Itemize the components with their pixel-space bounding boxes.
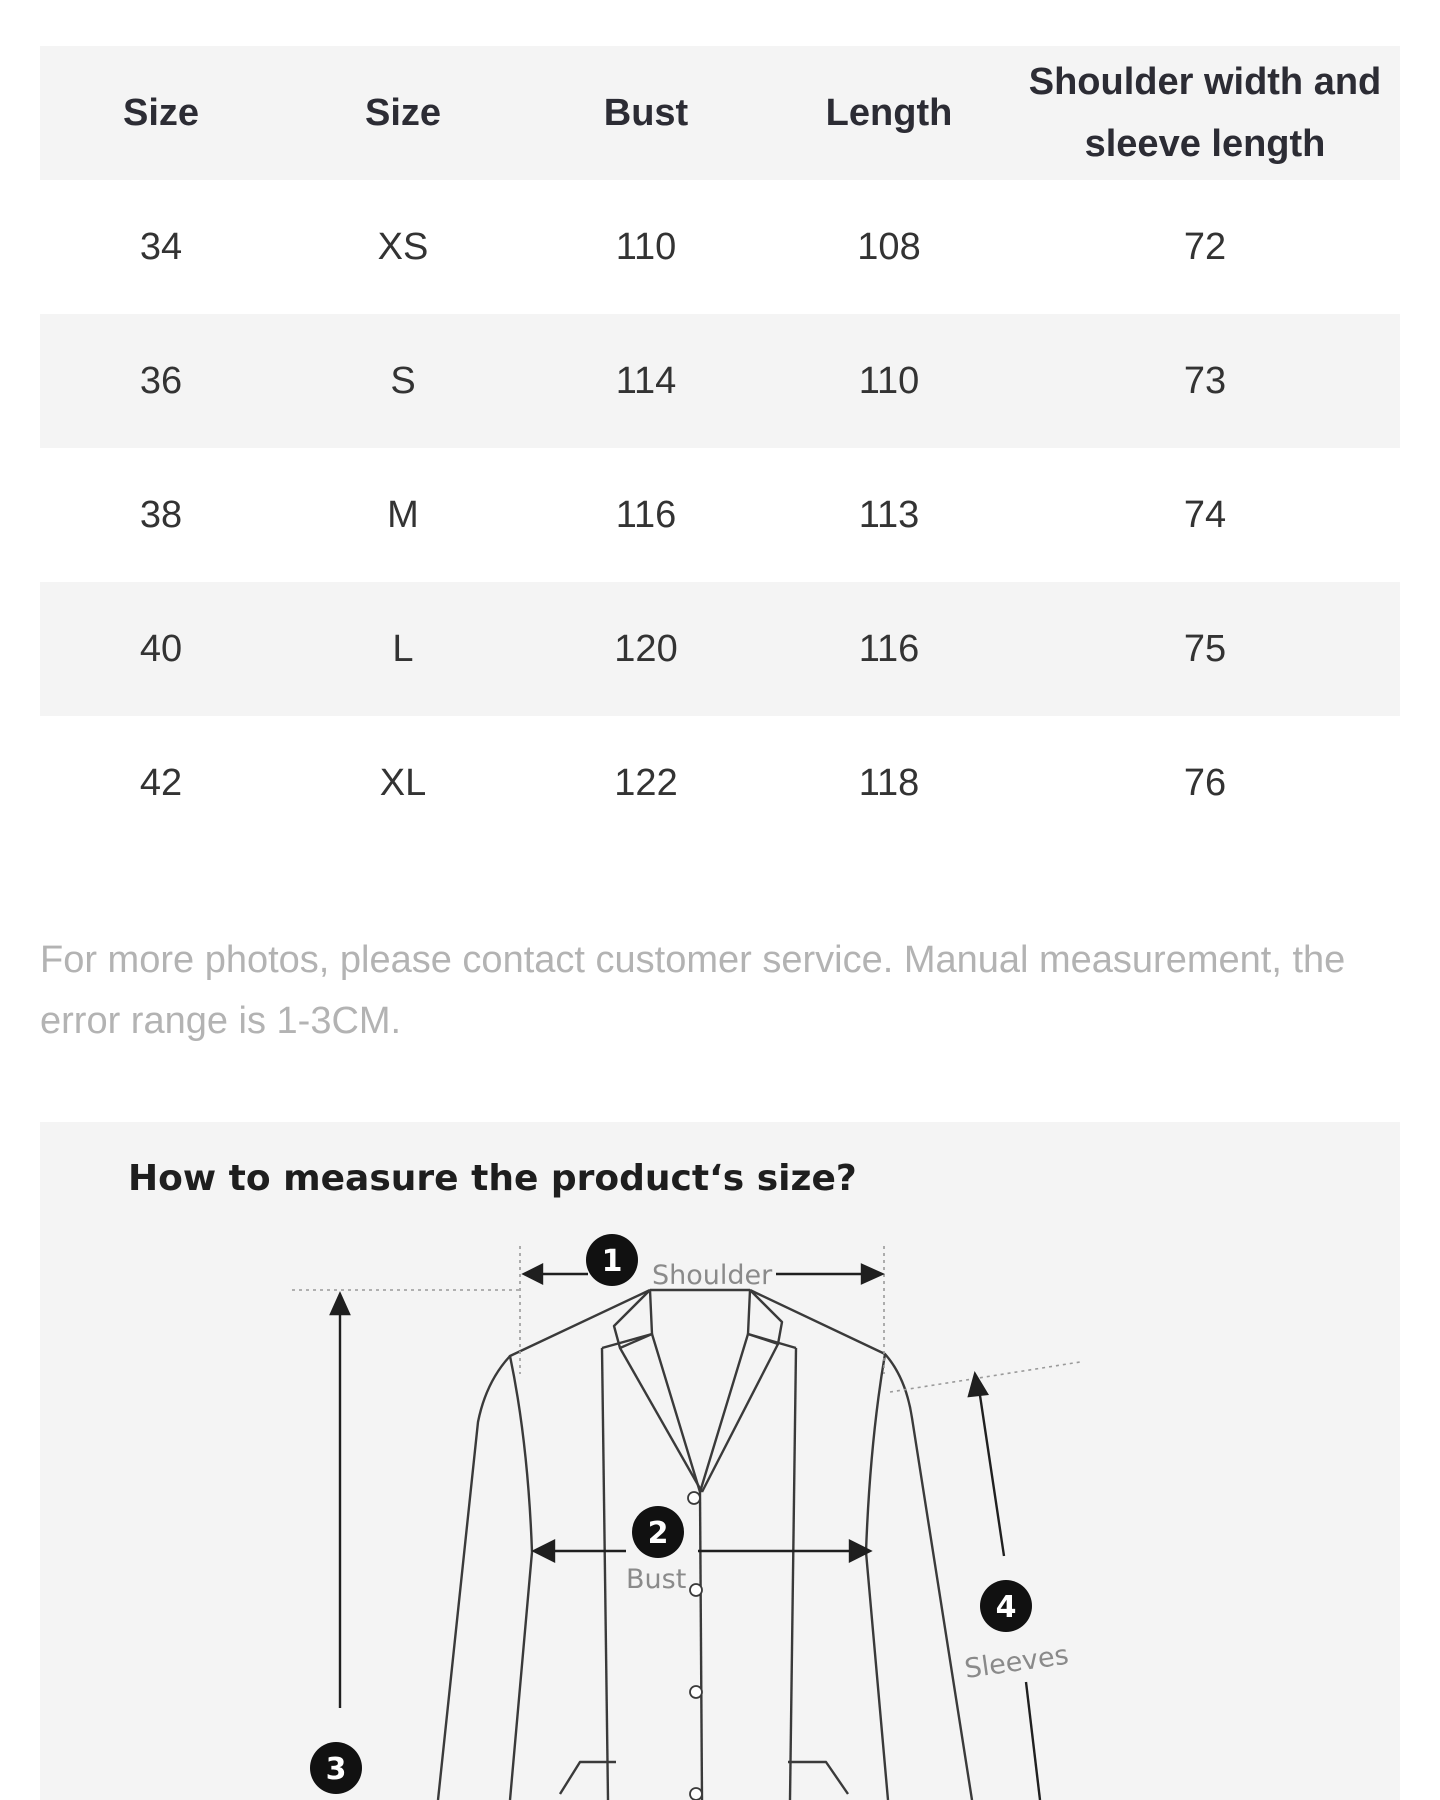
measurement-diagram (40, 1122, 1400, 1800)
size-table (40, 46, 1400, 850)
button-icon (688, 1492, 700, 1504)
header-shoulder-sleeve: Shoulder width and sleeve length (1010, 46, 1400, 180)
marker-2 (632, 1506, 684, 1558)
cell-size-eu: 40 (40, 582, 282, 716)
table-row (40, 314, 1400, 448)
label-shoulder: Shoulder (652, 1260, 773, 1291)
cell-size-letter: L (282, 582, 524, 716)
cell-shoulder-sleeve: 72 (1183, 225, 1227, 268)
header-size-letter: Size (282, 46, 524, 180)
cell-size-letter: XL (379, 761, 427, 804)
cell-size-eu: 34 (139, 225, 183, 268)
svg-text:1: 1 (601, 1244, 623, 1279)
size-chart (40, 46, 1400, 850)
header-size-eu: Size (40, 46, 282, 180)
coat-outline (438, 1290, 972, 1800)
cell-size-letter: XS (377, 225, 429, 268)
cell-bust: 120 (524, 582, 768, 716)
table-row (40, 180, 1400, 314)
table-header-row (40, 46, 1400, 180)
marker-3 (310, 1742, 362, 1794)
cell-bust: 110 (615, 225, 677, 268)
cell-size-letter: M (387, 493, 419, 536)
marker-1 (586, 1234, 638, 1286)
cell-length: 116 (768, 582, 1010, 716)
button-icon (690, 1788, 702, 1800)
measurement-note: For more photos, please contact customer service. Manual measurement, the error range is 1-3CM. (40, 939, 1346, 1042)
measure-arrows (331, 1265, 1040, 1800)
svg-text:3: 3 (325, 1752, 347, 1787)
coat-illustration (40, 1122, 1400, 1800)
cell-length: 110 (768, 314, 1010, 448)
table-row (40, 582, 1400, 716)
diagram-title: How to measure the product‘s size? (128, 1158, 857, 1199)
cell-size-eu: 38 (139, 493, 183, 536)
label-sleeves: Sleeves (962, 1639, 1071, 1685)
table-row (40, 448, 1400, 582)
cell-length: 118 (858, 761, 920, 804)
label-bust: Bust (626, 1564, 687, 1595)
button-icon (690, 1686, 702, 1698)
cell-size-letter: S (282, 314, 524, 448)
cell-bust: 122 (614, 761, 678, 804)
svg-text:2: 2 (647, 1516, 669, 1551)
svg-text:4: 4 (995, 1590, 1017, 1625)
cell-bust: 116 (615, 493, 677, 536)
button-icon (690, 1584, 702, 1596)
cell-shoulder-sleeve: 75 (1010, 582, 1400, 716)
cell-length: 108 (857, 225, 921, 268)
marker-4 (980, 1580, 1032, 1632)
cell-shoulder-sleeve: 74 (1183, 493, 1227, 536)
header-bust: Bust (524, 46, 768, 180)
table-row (40, 716, 1400, 850)
cell-shoulder-sleeve: 76 (1183, 761, 1227, 804)
cell-bust: 114 (524, 314, 768, 448)
cell-size-eu: 36 (40, 314, 282, 448)
header-length: Length (768, 46, 1010, 180)
cell-length: 113 (858, 493, 920, 536)
cell-shoulder-sleeve: 73 (1010, 314, 1400, 448)
cell-size-eu: 42 (139, 761, 183, 804)
